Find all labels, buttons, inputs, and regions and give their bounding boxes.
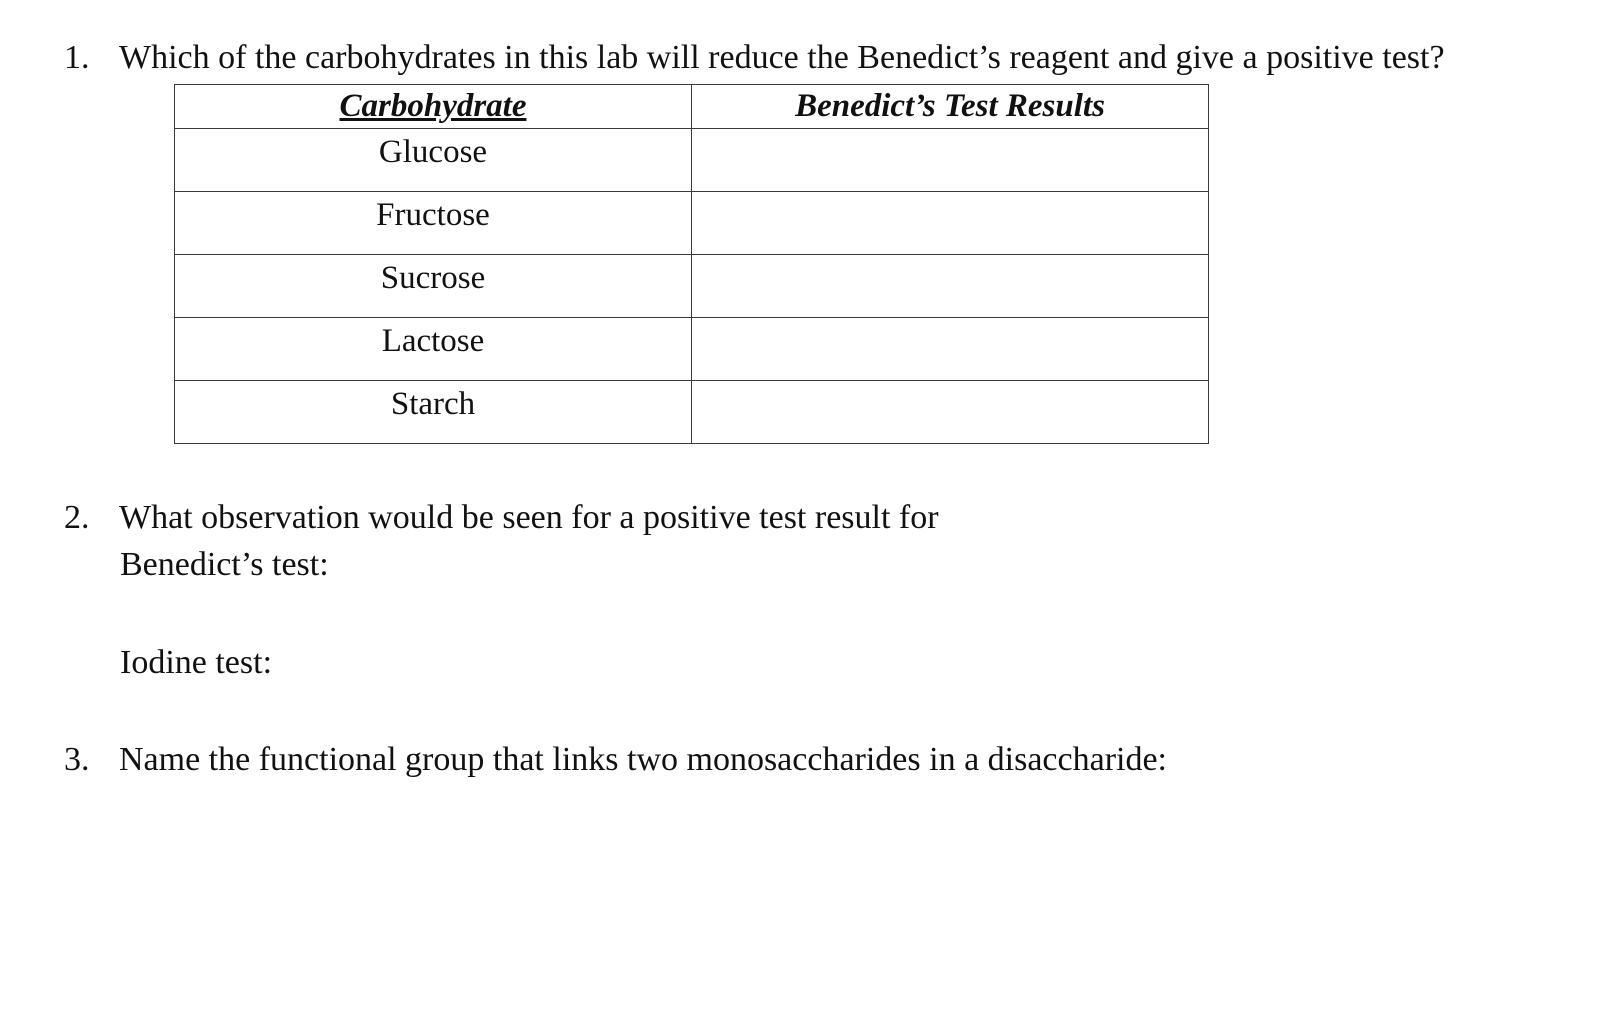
carbohydrate-cell: Starch: [175, 381, 692, 444]
carbohydrate-cell: Glucose: [175, 129, 692, 192]
result-cell[interactable]: [692, 381, 1209, 444]
result-cell[interactable]: [692, 192, 1209, 255]
header-carbohydrate: [175, 85, 692, 129]
table-row: [175, 192, 1209, 255]
table-row: [175, 318, 1209, 381]
header-carbohydrate-label: Carbohydrate: [339, 88, 527, 124]
table-row: [175, 129, 1209, 192]
question-1-text: Which of the carbohydrates in this lab will reduce the Benedict’s reagent and give a positive test?: [119, 39, 1445, 76]
table-header-row: [175, 85, 1209, 129]
question-3-text: Name the functional group that links two monosaccharides in a disaccharide:: [119, 741, 1168, 778]
question-1-number: 1.: [64, 39, 90, 76]
result-cell[interactable]: [692, 129, 1209, 192]
table-row: [175, 255, 1209, 318]
header-benedicts-results: Benedict’s Test Results: [692, 85, 1209, 129]
result-cell[interactable]: [692, 318, 1209, 381]
question-3: [64, 740, 1464, 780]
carbohydrate-cell: Lactose: [175, 318, 692, 381]
question-2-text: What observation would be seen for a positive test result for: [119, 499, 939, 536]
result-cell[interactable]: [692, 255, 1209, 318]
question-2: [64, 498, 1064, 538]
carbohydrate-cell: Fructose: [175, 192, 692, 255]
benedicts-test-prompt: Benedict’s test:: [120, 546, 329, 583]
question-2-number: 2.: [64, 499, 90, 536]
question-3-number: 3.: [64, 741, 90, 778]
iodine-test-prompt: Iodine test:: [120, 644, 273, 681]
question-1: [64, 38, 1604, 78]
carbohydrate-cell: Sucrose: [175, 255, 692, 318]
benedicts-results-table: [174, 84, 1209, 444]
table-row: [175, 381, 1209, 444]
